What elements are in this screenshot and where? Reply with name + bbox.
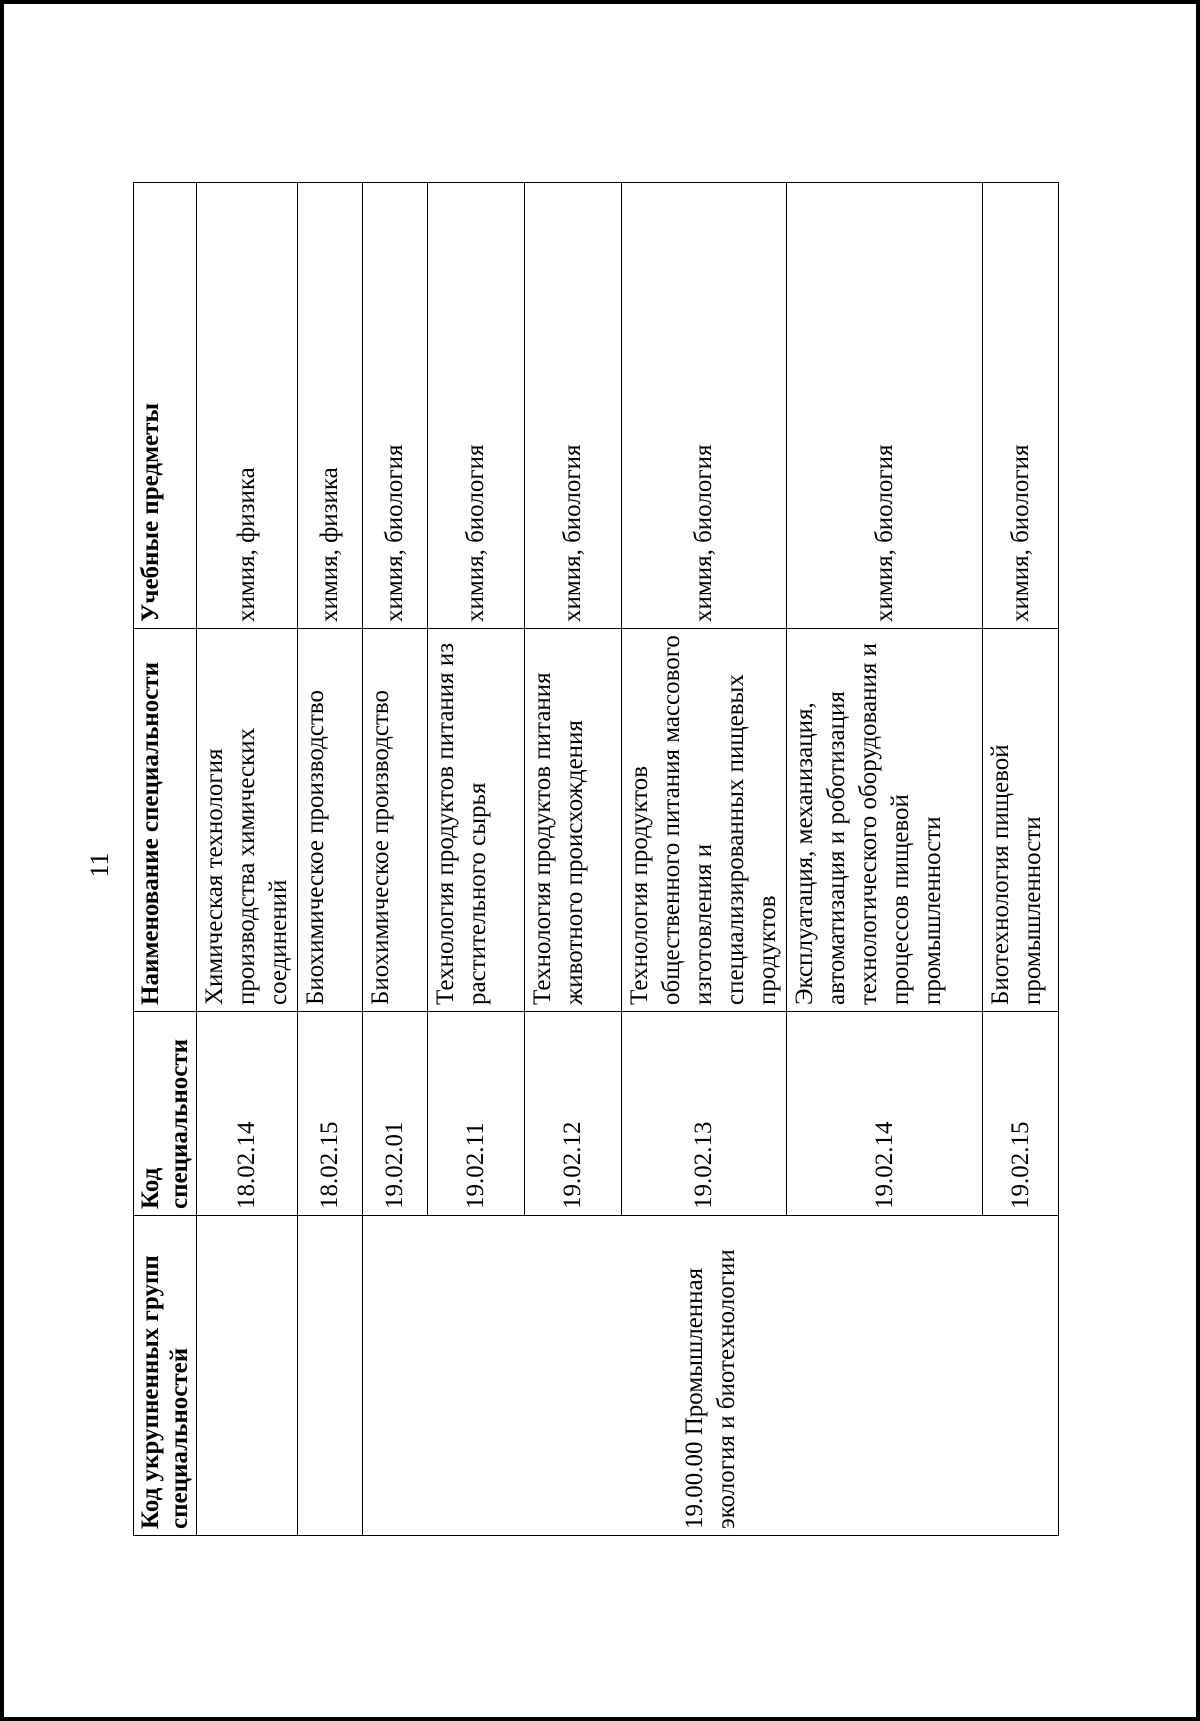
subjects: химия, биология: [525, 183, 622, 629]
subjects: химия, биология: [787, 183, 983, 629]
table-row: [197, 183, 298, 1536]
table-header-row: [134, 183, 197, 1536]
table-row: [363, 183, 428, 1536]
specialty-code: 19.02.13: [622, 1012, 787, 1216]
rotated-table-wrapper: [133, 183, 1056, 1536]
table-row: [298, 183, 363, 1536]
header-subjects: Учебные предметы: [134, 183, 197, 629]
specialty-name: Технология продуктов питания из растительного сырья: [428, 629, 525, 1012]
subjects: химия, биология: [428, 183, 525, 629]
specialty-code: 19.02.01: [363, 1012, 428, 1216]
subjects: химия, физика: [298, 183, 363, 629]
specialty-name: Технология продуктов питания животного происхождения: [525, 629, 622, 1012]
header-specialty-name: Наименование специальности: [134, 629, 197, 1012]
specialty-name: Биохимическое производство: [298, 629, 363, 1012]
group-cell-blank: [298, 1216, 363, 1536]
specialty-name: Химическая технология производства химических соединений: [197, 629, 298, 1012]
specialty-code: 19.02.12: [525, 1012, 622, 1216]
specialties-table: [133, 182, 1059, 1536]
subjects: химия, биология: [622, 183, 787, 629]
specialty-code: 19.02.11: [428, 1012, 525, 1216]
specialty-code: 19.02.15: [983, 1012, 1059, 1216]
specialty-code: 18.02.15: [298, 1012, 363, 1216]
specialty-code: 18.02.14: [197, 1012, 298, 1216]
group-name: 19.00.00 Промышленная экология и биотехнологии: [363, 1216, 1059, 1536]
specialty-name: Технология продуктов общественного питания массового изготовления и специализированных пищевых продуктов: [622, 629, 787, 1012]
specialty-name: Биотехнология пищевой промышленности: [983, 629, 1059, 1012]
subjects: химия, биология: [983, 183, 1059, 629]
subjects: химия, биология: [363, 183, 428, 629]
header-group-code: Код укрупненных групп специальностей: [134, 1216, 197, 1536]
specialty-code: 19.02.14: [787, 1012, 983, 1216]
subjects: химия, физика: [197, 183, 298, 629]
header-specialty-code: Код специальности: [134, 1012, 197, 1216]
specialty-name: Эксплуатация, механизация, автоматизация и роботизация технологического оборудования и процессов пищевой промышленности: [787, 629, 983, 1012]
specialty-name: Биохимическое производство: [363, 629, 428, 1012]
group-cell-blank: [197, 1216, 298, 1536]
page-number: 11: [85, 852, 114, 878]
